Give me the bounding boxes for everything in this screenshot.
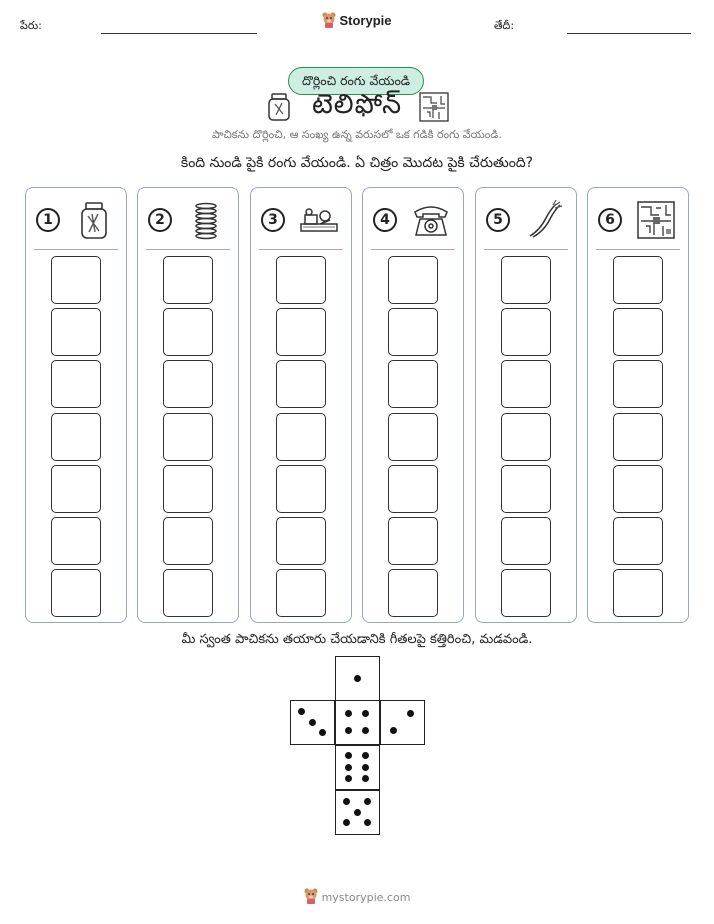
dice-pip — [364, 819, 371, 826]
color-cell[interactable] — [51, 256, 101, 304]
column-divider — [371, 249, 455, 250]
dice-pip — [407, 710, 414, 717]
instruction-pill: దొర్లించి రంగు వేయండి — [288, 67, 424, 95]
column-divider — [146, 249, 230, 250]
dice-pip — [354, 809, 361, 816]
dice-pip — [362, 727, 369, 734]
column-number: 6 — [598, 208, 622, 232]
column-number: 3 — [261, 208, 285, 232]
color-cell[interactable] — [163, 413, 213, 461]
date-label: తేదీ: — [494, 19, 515, 32]
column-divider — [259, 249, 343, 250]
color-cell[interactable] — [388, 360, 438, 408]
color-cell[interactable] — [613, 517, 663, 565]
color-cell[interactable] — [501, 413, 551, 461]
dice-pip — [345, 752, 352, 759]
dice-face-5 — [335, 790, 380, 835]
rotary-phone-icon — [411, 200, 451, 240]
color-cell[interactable] — [276, 517, 326, 565]
column-number: 4 — [373, 208, 397, 232]
dice-pip — [309, 719, 316, 726]
dice-pip — [345, 727, 352, 734]
dice-pip — [345, 710, 352, 717]
color-cell[interactable] — [613, 360, 663, 408]
column-4 — [362, 187, 464, 623]
color-cell[interactable] — [163, 360, 213, 408]
date-line[interactable] — [567, 33, 691, 34]
color-cell[interactable] — [388, 465, 438, 513]
dice-pip — [345, 775, 352, 782]
dice-pip — [362, 752, 369, 759]
color-cell[interactable] — [51, 517, 101, 565]
question: కింది నుండి పైకి రంగు వేయండి. ఏ చిత్రం మొదట పైకి చేరుతుంది? — [180, 155, 534, 171]
spring-icon — [186, 200, 226, 240]
color-cell[interactable] — [613, 256, 663, 304]
color-cell[interactable] — [51, 413, 101, 461]
color-cell[interactable] — [501, 360, 551, 408]
color-cell[interactable] — [501, 569, 551, 617]
color-cell[interactable] — [276, 308, 326, 356]
column-divider — [34, 249, 118, 250]
brand-name: Storypie — [339, 13, 392, 28]
color-cell[interactable] — [276, 413, 326, 461]
bear-logo-icon — [304, 888, 318, 907]
color-cell[interactable] — [388, 517, 438, 565]
telegraph-icon — [299, 200, 339, 240]
color-cell[interactable] — [51, 465, 101, 513]
circuit-board-icon — [419, 92, 449, 122]
dice-pip — [362, 710, 369, 717]
dice-pip — [343, 819, 350, 826]
color-cell[interactable] — [613, 413, 663, 461]
color-cell[interactable] — [163, 517, 213, 565]
color-cell[interactable] — [613, 465, 663, 513]
color-cell[interactable] — [51, 360, 101, 408]
column-divider — [484, 249, 568, 250]
color-cell[interactable] — [276, 569, 326, 617]
color-cell[interactable] — [163, 308, 213, 356]
dice-pip — [354, 675, 361, 682]
dice-face-6 — [335, 745, 380, 790]
dice-pip — [298, 708, 305, 715]
brand-logo — [0, 12, 714, 31]
column-divider — [596, 249, 680, 250]
column-5 — [475, 187, 577, 623]
color-cell[interactable] — [388, 308, 438, 356]
color-cell[interactable] — [501, 308, 551, 356]
color-cell[interactable] — [163, 569, 213, 617]
color-cell[interactable] — [613, 308, 663, 356]
jar-icon — [267, 92, 291, 122]
column-3 — [250, 187, 352, 623]
column-2 — [137, 187, 239, 623]
dice-face-3 — [290, 700, 335, 745]
name-label: పేరు: — [20, 19, 42, 32]
dice-pip — [362, 764, 369, 771]
color-cell[interactable] — [388, 413, 438, 461]
circuit-board-icon — [636, 200, 676, 240]
column-number: 5 — [486, 208, 510, 232]
subtitle: పాచికను దొర్లించి, ఆ సంఖ్య ఉన్న వరుసలో ఒక గడికి రంగు వేయండి. — [212, 128, 502, 141]
footer-url: mystorypie.com — [321, 891, 411, 904]
dice-pip — [345, 764, 352, 771]
page-title: టెలిఫోన్ — [311, 89, 403, 120]
name-line[interactable] — [101, 33, 257, 34]
color-cell[interactable] — [163, 465, 213, 513]
column-number: 2 — [148, 208, 172, 232]
column-number: 1 — [36, 208, 60, 232]
dice-face-2 — [380, 700, 425, 745]
dice-pip — [343, 798, 350, 805]
dice-face-4 — [335, 700, 380, 745]
dice-pip — [319, 729, 326, 736]
color-cell[interactable] — [51, 308, 101, 356]
color-cell[interactable] — [501, 517, 551, 565]
color-cell[interactable] — [388, 569, 438, 617]
dice-face-1 — [335, 656, 380, 701]
color-cell[interactable] — [51, 569, 101, 617]
color-cell[interactable] — [501, 465, 551, 513]
color-cell[interactable] — [276, 465, 326, 513]
color-cell[interactable] — [163, 256, 213, 304]
cut-instruction: మీ స్వంత పాచికను తయారు చేయడానికి గీతలపై కత్తిరించి, మడవండి. — [181, 632, 533, 647]
bear-logo-icon — [322, 12, 336, 31]
color-cell[interactable] — [276, 256, 326, 304]
color-cell[interactable] — [501, 256, 551, 304]
dice-pip — [390, 727, 397, 734]
color-cell[interactable] — [613, 569, 663, 617]
jar-icon — [74, 200, 114, 240]
color-cell[interactable] — [276, 360, 326, 408]
dice-pip — [364, 798, 371, 805]
footer — [0, 888, 714, 907]
dice-pip — [362, 775, 369, 782]
cable-icon — [524, 200, 564, 240]
column-1 — [25, 187, 127, 623]
color-cell[interactable] — [388, 256, 438, 304]
column-6 — [587, 187, 689, 623]
